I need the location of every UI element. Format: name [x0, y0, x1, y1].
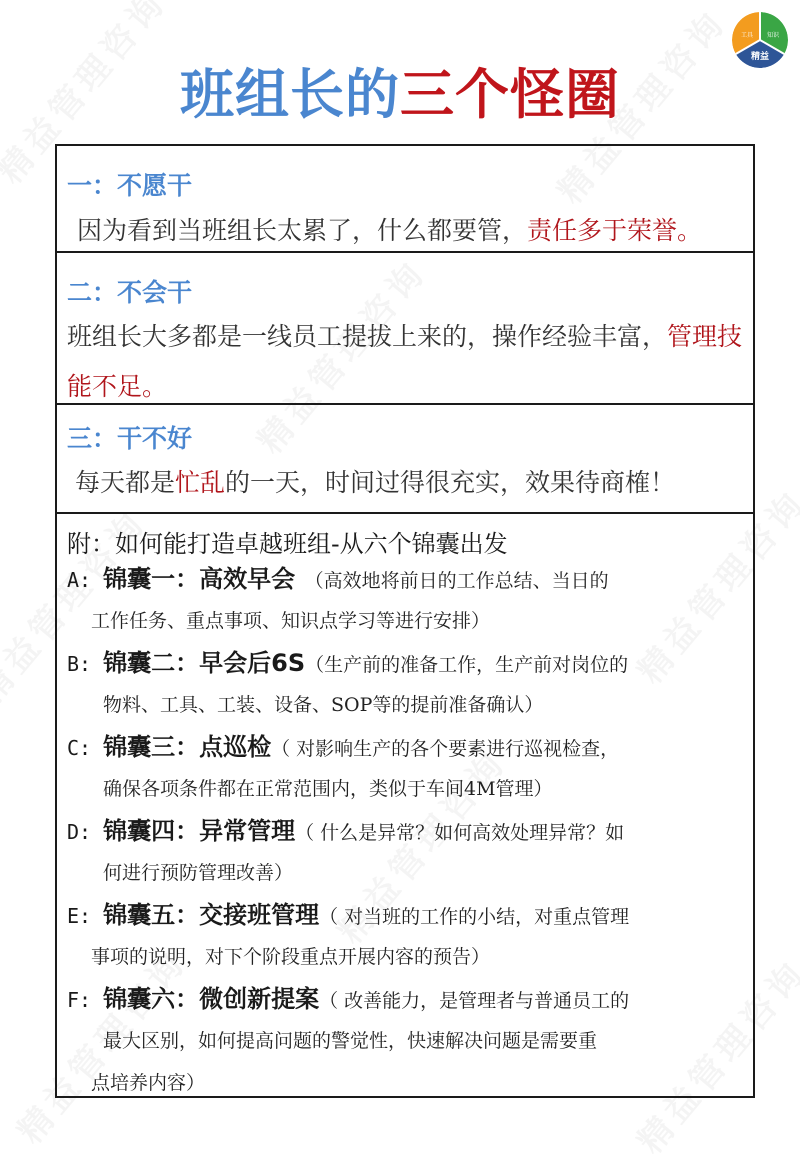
tip-desc: （生产前的准备工作，生产前对岗位的 — [305, 654, 629, 676]
tip-letter: D: — [67, 820, 104, 844]
tip-letter: F: — [67, 988, 104, 1012]
tip-item — [67, 894, 743, 978]
page-title — [0, 52, 800, 129]
tip-letter: A: — [67, 568, 104, 592]
tip-item — [67, 978, 743, 1104]
tip-desc: （ 对当班的工作的小结，对重点管理 — [319, 906, 630, 928]
section-2 — [57, 251, 753, 403]
tip-desc-cont: 确保各项条件都在正常范围内，类似于车间4M管理） — [103, 778, 553, 800]
tip-name: 锦囊一：高效早会 — [103, 565, 296, 593]
tip-desc-cont: 事项的说明，对下个阶段重点开展内容的预告） — [91, 946, 491, 968]
tip-desc-cont: 何进行预防管理改善） — [103, 862, 294, 884]
appendix-title: 附：如何能打造卓越班组-从六个锦囊出发 — [67, 530, 508, 558]
body-text: 班组长大多都是一线员工提拔上来的，操作经验丰富， — [67, 322, 668, 351]
body-text: 因为看到当班组长太累了，什么都要管， — [77, 216, 528, 245]
section-3 — [57, 403, 753, 512]
section-body — [67, 312, 743, 412]
title-part-red: 三个怪圈 — [400, 63, 620, 126]
tip-name: 锦囊三：点巡检 — [103, 733, 272, 761]
svg-text:知识: 知识 — [766, 32, 780, 39]
tip-letter: B: — [67, 652, 104, 676]
tip-name: 锦囊二：早会后6S — [103, 649, 306, 677]
tip-desc-cont: 点培养内容） — [91, 1072, 206, 1094]
svg-text:精益: 精益 — [750, 52, 770, 62]
tip-item — [67, 810, 743, 894]
body-highlight: 管理技能不足。 — [67, 322, 743, 401]
tip-desc: （ 什么是异常？如何高效处理异常？如 — [295, 822, 625, 844]
tip-name: 锦囊五：交接班管理 — [103, 901, 320, 929]
section-body — [77, 206, 702, 256]
section-heading: 一：不愿干 — [67, 171, 193, 200]
svg-text:工具: 工具 — [740, 32, 754, 39]
body-text: 的一天，时间过得很充实，效果待商榷！ — [225, 468, 676, 497]
tip-item — [67, 558, 743, 642]
tip-item — [67, 726, 743, 810]
title-part-blue: 班组长的 — [180, 63, 400, 126]
section-heading: 二：不会干 — [67, 278, 193, 307]
tip-desc-cont: 物料、工具、工装、设备、SOP等的提前准备确认） — [103, 694, 544, 716]
tip-desc: （ 改善能力，是管理者与普通员工的 — [319, 990, 630, 1012]
content-box — [55, 144, 755, 1098]
appendix-section — [57, 512, 753, 1096]
body-highlight: 忙乱 — [175, 468, 226, 497]
section-1 — [57, 146, 753, 251]
tip-name: 锦囊四：异常管理 — [103, 817, 296, 845]
tip-item — [67, 642, 743, 726]
section-heading: 三：干不好 — [67, 424, 193, 453]
tip-desc-cont: 最大区别，如何提高问题的警觉性，快速解决问题是需要重 — [103, 1030, 598, 1052]
tip-desc: （ 对影响生产的各个要素进行巡视检查， — [271, 738, 620, 760]
tip-name: 锦囊六：微创新提案 — [103, 985, 320, 1013]
body-text: 每天都是 — [75, 468, 176, 497]
body-highlight: 责任多于荣誉。 — [527, 216, 703, 245]
tip-desc-cont: 工作任务、重点事项、知识点学习等进行安排） — [91, 610, 491, 632]
section-body — [75, 458, 675, 508]
tip-desc: （高效地将前日的工作总结、当日的 — [295, 570, 609, 592]
tip-letter: C: — [67, 736, 104, 760]
tip-letter: E: — [67, 904, 104, 928]
